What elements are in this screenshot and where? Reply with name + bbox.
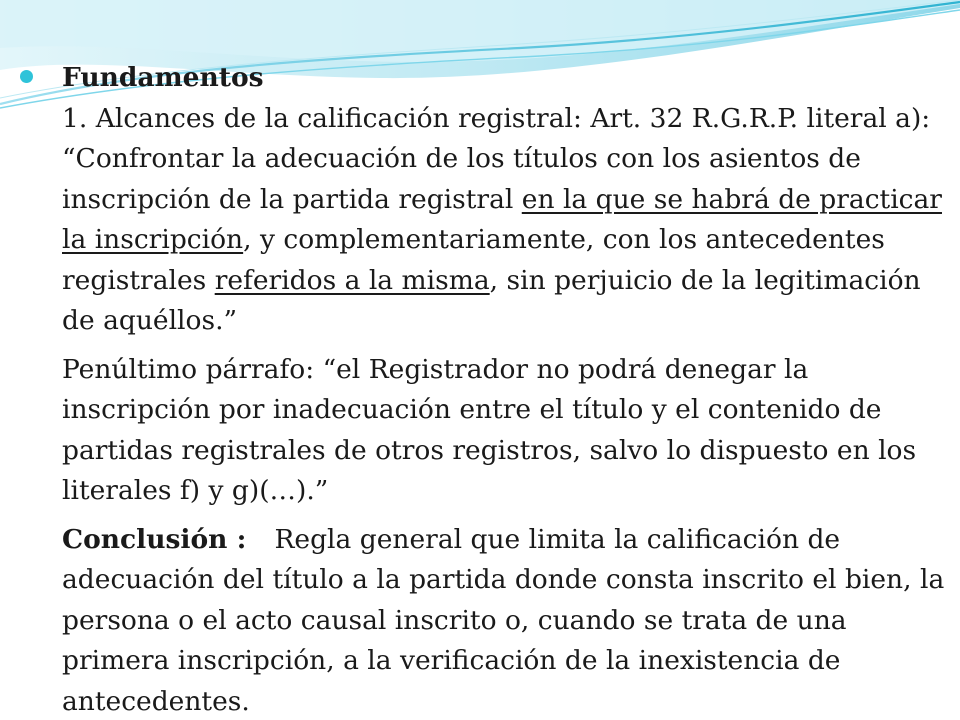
conclusion-text: Regla general que limita la calificación de adecuación del título a la partida donde consta inscrito el bien, la persona o el acto causal inscrito o, cuando se trata de una primera inscripción, a la verificación de la inexistencia de antecedentes. xyxy=(62,523,945,717)
heading-row xyxy=(62,58,946,99)
p1-underlined-1: en la que se habrá de practicar la inscripción xyxy=(62,183,942,255)
heading: Fundamentos xyxy=(62,62,264,93)
slide-content xyxy=(62,58,946,720)
p1-text-c: , sin perjuicio de la legitimación de aquéllos.” xyxy=(62,264,921,336)
paragraph-penultimo xyxy=(62,350,946,512)
p2-text: Penúltimo párrafo: “el Registrador no podrá denegar la inscripción por inadecuación entre el título y el contenido de partidas registrales de otros registros, salvo lo dispuesto en los literales f) y g)(…).” xyxy=(62,353,917,506)
paragraph-conclusion xyxy=(62,520,946,720)
bullet-icon xyxy=(20,70,33,83)
conclusion-label: Conclusión : xyxy=(62,523,247,555)
p1-text-a: 1. Alcances de la calificación registral: Art. 32 R.G.R.P. literal a): “Confrontar la adecuación de los títulos con los asientos de inscripción de la partida registral xyxy=(62,102,931,215)
paragraph-alcances xyxy=(62,99,946,342)
p1-underlined-2: referidos a la misma xyxy=(214,264,490,296)
p1-text-b: , y complementariamente, con los antecedentes registrales xyxy=(62,224,885,296)
